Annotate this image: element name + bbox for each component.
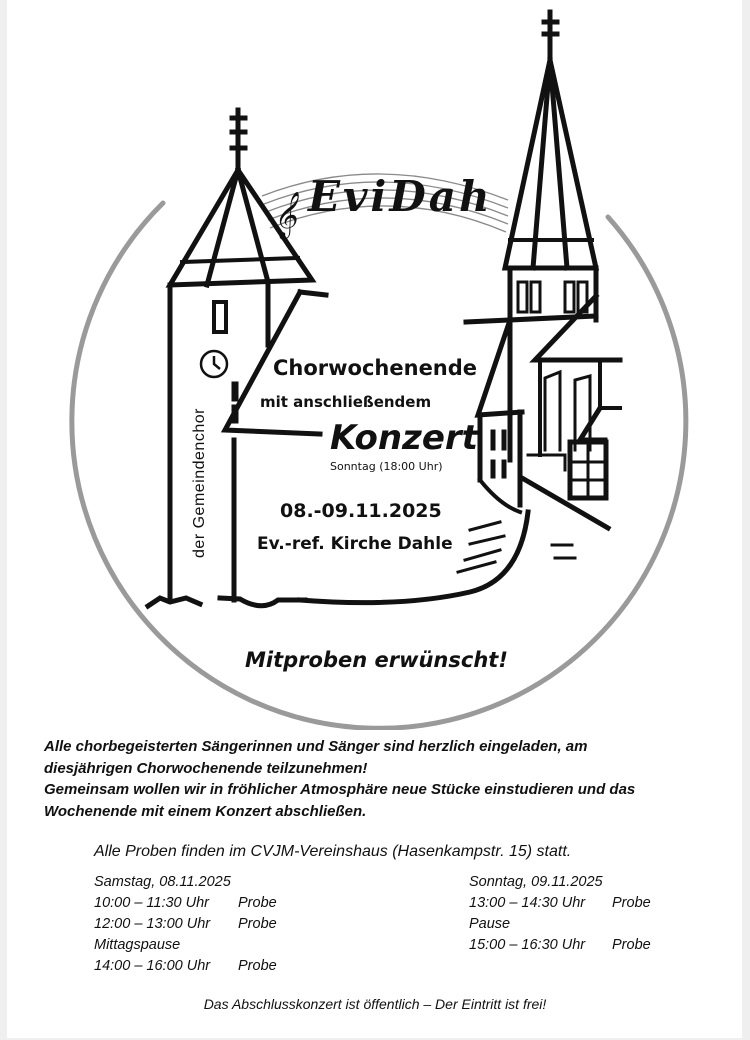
footer-note: Das Abschlusskonzert ist öffentlich – Der Eintritt ist frei!: [203, 996, 547, 1012]
intro-paragraph: [44, 736, 724, 822]
event-venue: Ev.-ref. Kirche Dahle: [257, 534, 453, 554]
clock-icon: [201, 351, 227, 377]
choir-logo-name: EviDah: [308, 172, 493, 221]
event-time: Sonntag (18:00 Uhr): [330, 460, 443, 473]
intro-line: Alle chorbegeisterten Sängerinnen und Sänger sind herzlich eingeladen, am: [44, 738, 588, 755]
choir-vertical-label: der Gemeindenchor: [191, 408, 208, 558]
saturday-activity: Probe: [238, 895, 277, 911]
event-dates: 08.-09.11.2025: [280, 500, 442, 522]
invite-heading: Mitproben erwünscht!: [245, 648, 508, 672]
saturday-day: Samstag, 08.11.2025: [94, 874, 231, 890]
right-church: [466, 12, 620, 528]
saturday-time: Mittagspause: [94, 937, 181, 953]
ground-curve: [300, 512, 528, 603]
intro-line: Gemeinsam wollen wir in fröhlicher Atmosphäre neue Stücke einstudieren und das: [44, 781, 636, 799]
saturday-activity: Probe: [238, 916, 277, 932]
intro-line: Wochenende mit einem Konzert abschließen.: [44, 802, 367, 820]
treble-clef-icon: 𝄞: [273, 192, 297, 238]
saturday-time: 14:00 – 16:00 Uhr: [94, 958, 211, 974]
sunday-day: Sonntag, 09.11.2025: [469, 874, 603, 890]
saturday-time: 12:00 – 13:00 Uhr: [94, 916, 211, 932]
sunday-time: 13:00 – 14:30 Uhr: [469, 895, 586, 911]
saturday-time: 10:00 – 11:30 Uhr: [94, 895, 210, 911]
location-note: Alle Proben finden im CVJM-Vereinshaus (Hasenkampstr. 15) statt.: [94, 843, 572, 860]
event-line-konzert: Konzert: [330, 418, 478, 458]
event-line-chorwochenende: Chorwochenende: [273, 356, 478, 380]
event-line-mit-anschliessendem: mit anschließendem: [260, 393, 432, 411]
intro-line: diesjährigen Chorwochenende teilzunehmen!: [44, 759, 368, 777]
saturday-activity: Probe: [238, 958, 277, 974]
sunday-time: Pause: [469, 916, 511, 932]
sunday-activity: Probe: [612, 937, 651, 953]
sunday-time: 15:00 – 16:30 Uhr: [469, 937, 586, 953]
sunday-activity: Probe: [612, 895, 651, 911]
